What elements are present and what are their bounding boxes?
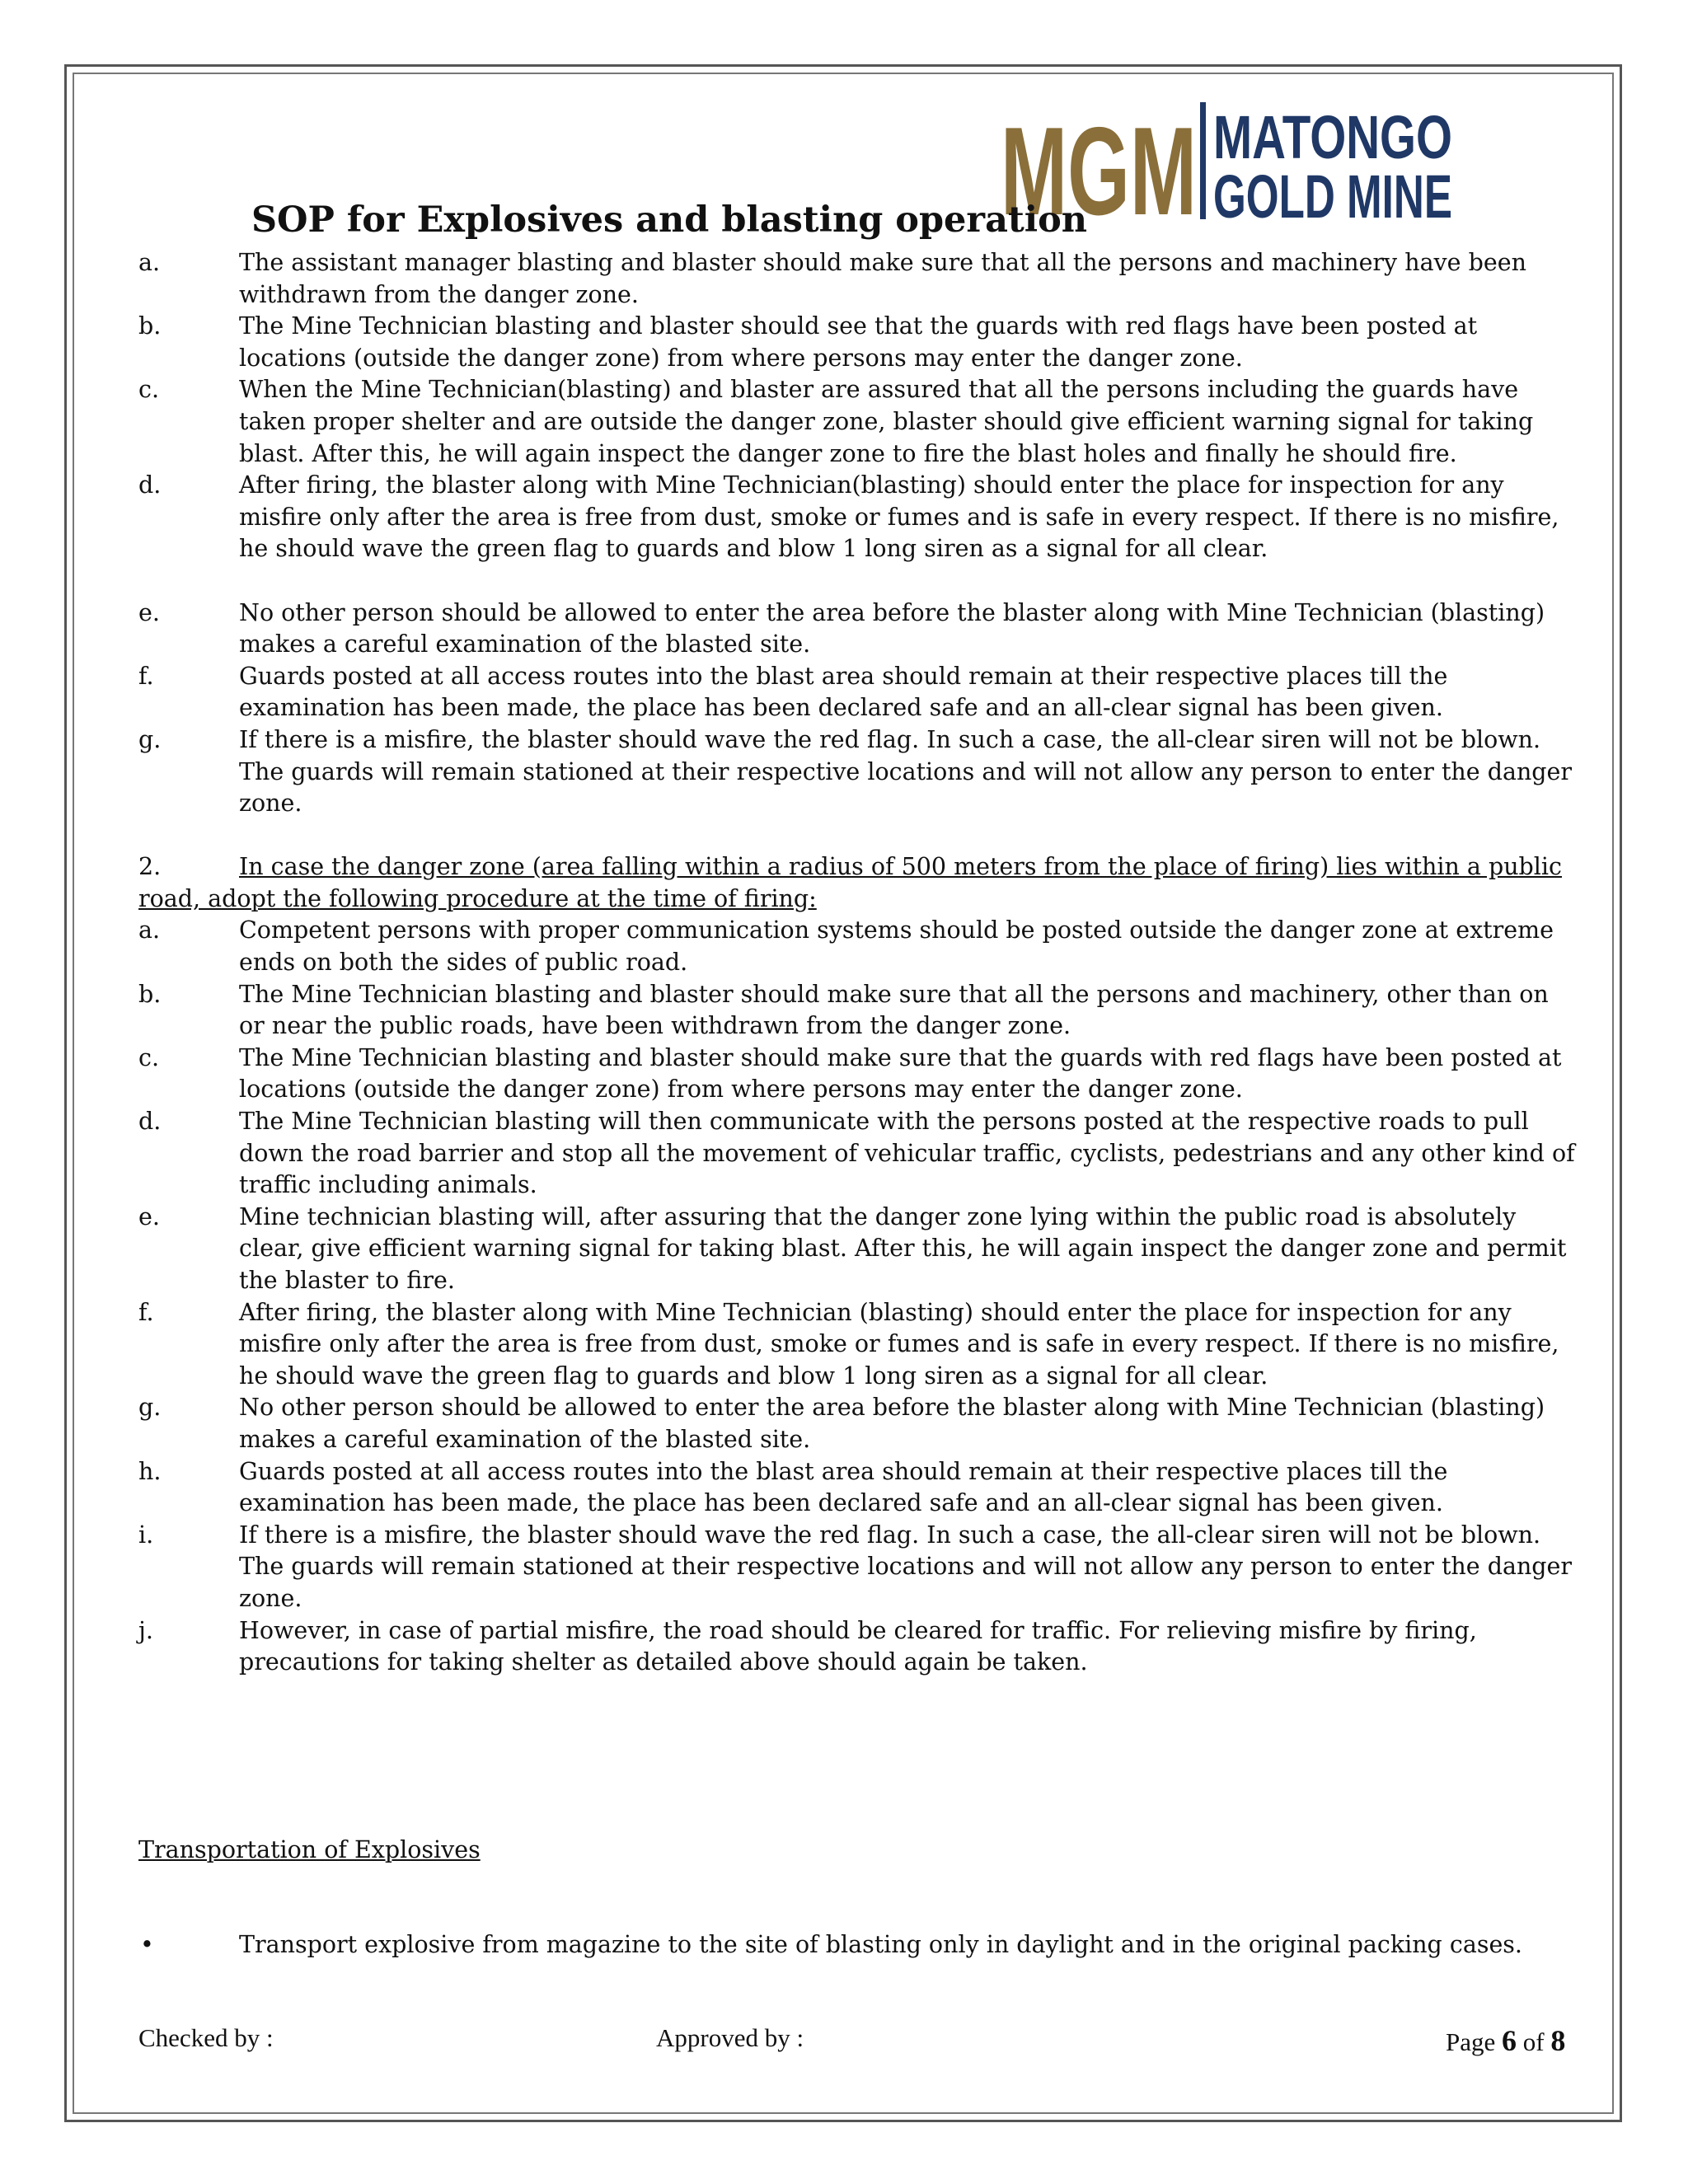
list-item: b. The Mine Technician blasting and blaster should make sure that all the persons and machinery, other than on or near the public roads, have been withdrawn from the danger zone. [138,980,1549,1040]
section1-list [138,247,1577,565]
section2-heading: 2. In case the danger zone (area falling within a radius of 500 meters from the place of firing) lies within a public road, adopt the following procedure at the time of firing: [138,853,1562,912]
list-item: c. When the Mine Technician(blasting) and blaster are assured that all the persons including the guards have taken proper shelter and are outside the danger zone, blaster should give efficient warning signal for taking blast. After this, he will again inspect the danger zone to fire the blast holes and finally he should fire. [138,376,1534,467]
document-body [138,247,1577,1679]
transport-heading: Transportation of Explosives [138,1836,481,1863]
svg-text:MATONGO: MATONGO [1213,103,1452,171]
spacer [138,820,1577,852]
list-item: f. Guards posted at all access routes into the blast area should remain at their respective places till the examination has been made, the place has been declared safe and an all-clear signal has been given. [138,662,1448,722]
svg-text:MGM: MGM [1001,101,1197,241]
list-item: b. The Mine Technician blasting and blaster should see that the guards with red flags have been posted at locations (outside the danger zone) from where persons may enter the danger zone. [138,312,1478,372]
list-item: h. Guards posted at all access routes into the blast area should remain at their respective places till the examination has been made, the place has been declared safe and an all-clear signal has been given. [138,1457,1448,1517]
list-item: f. After firing, the blaster along with Mine Technician (blasting) should enter the place for inspection for any misfire only after the area is free from dust, smoke or fumes and is safe in every respect. If there is no misfire, he should wave the green flag to guards and blow 1 long siren as a signal for all clear. [138,1298,1559,1390]
transport-bullet-item: • Transport explosive from magazine to the site of blasting only in daylight and in the original packing cases. [140,1931,1522,1958]
list-item: d. The Mine Technician blasting will then communicate with the persons posted at the respective roads to pull down the road barrier and stop all the movement of vehicular traffic, cyclists, pedestrians and any other kind of traffic including animals. [138,1108,1575,1199]
approved-by-label: Approved by : [656,2023,804,2052]
section2-list [138,915,1577,1678]
list-item: a. Competent persons with proper communication systems should be posted outside the danger zone at extreme ends on both the sides of public road. [138,916,1554,977]
section1b-list [138,598,1577,820]
list-item: a. The assistant manager blasting and blaster should make sure that all the persons and machinery have been withdrawn from the danger zone. [138,249,1526,308]
list-item: c. The Mine Technician blasting and blaster should make sure that the guards with red flags have been posted at locations (outside the danger zone) from where persons may enter the danger zone. [138,1043,1562,1104]
bullet-icon: • [140,1931,154,1958]
list-item: e. No other person should be allowed to enter the area before the blaster along with Mine Technician (blasting) makes a careful examination of the blasted site. [138,598,1545,658]
page-number: Page 6 of 8 [1446,2024,1566,2057]
spacer [138,565,1577,598]
checked-by-label: Checked by : [138,2023,274,2052]
document-title: SOP for Explosives and blasting operation [251,199,1088,241]
list-item: e. Mine technician blasting will, after assuring that the danger zone lying within the public road is absolutely clear, give efficient warning signal for taking blast. After this, he will again inspect the danger zone and permit the blaster to fire. [138,1202,1567,1294]
list-item: d. After firing, the blaster along with Mine Technician(blasting) should enter the place for inspection for any misfire only after the area is free from dust, smoke or fumes and is safe in every respect. If there is no misfire, he should wave the green flag to guards and blow 1 long siren as a signal for all clear. [138,471,1559,563]
list-item: g. If there is a misfire, the blaster should wave the red flag. In such a case, the all-clear siren will not be blown. The guards will remain stationed at their respective locations and will not allow any person to enter the danger zone. [138,725,1573,818]
list-item: i. If there is a misfire, the blaster should wave the red flag. In such a case, the all-clear siren will not be blown. The guards will remain stationed at their respective locations and will not allow any person to enter the danger zone. [138,1521,1573,1612]
svg-text:GOLD MINE: GOLD MINE [1213,162,1452,231]
list-item: g. No other person should be allowed to enter the area before the blaster along with Mine Technician (blasting) makes a careful examination of the blasted site. [138,1394,1545,1453]
list-item: j. However, in case of partial misfire, the road should be cleared for traffic. For relieving misfire by firing, precautions for taking shelter as detailed above should again be taken. [138,1616,1477,1676]
